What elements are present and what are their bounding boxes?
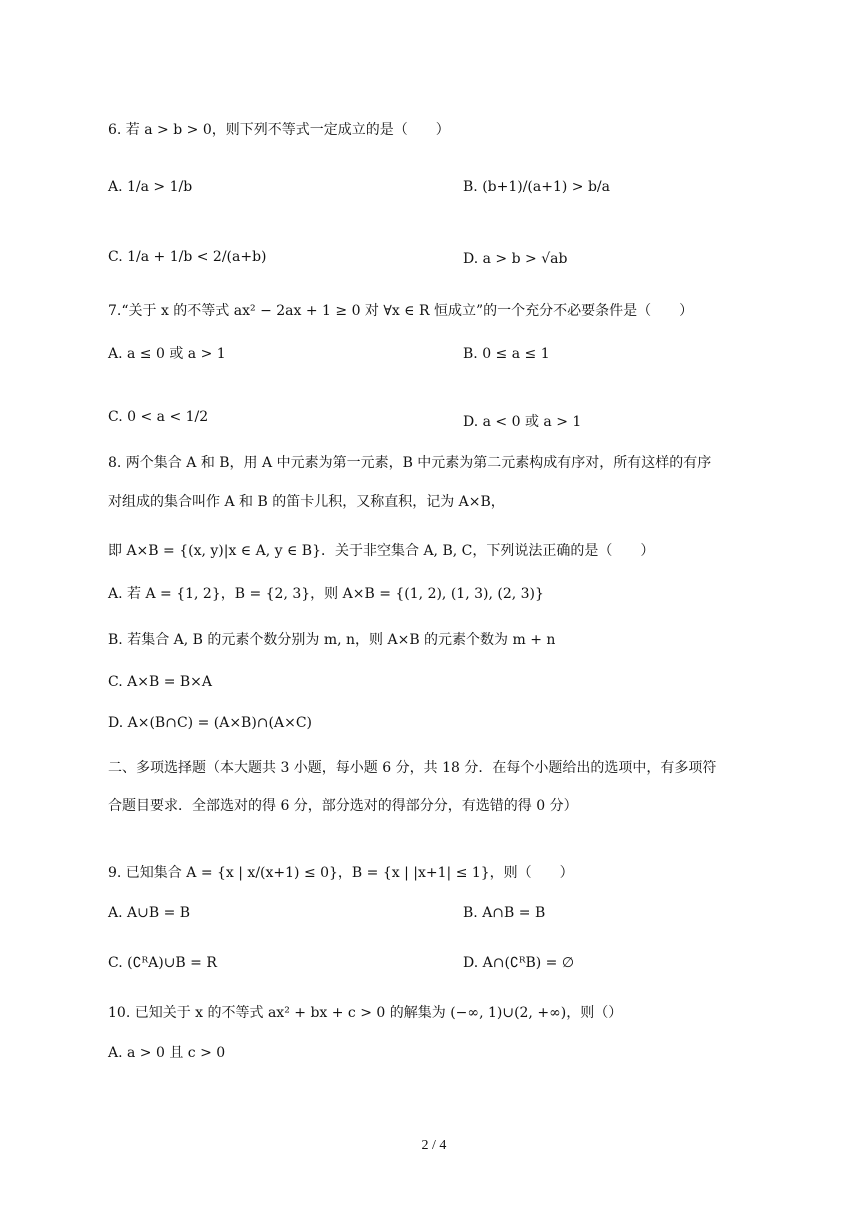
q8-option-a: A. 若 A = {1, 2}，B = {2, 3}，则 A×B = {(1, 2), (1, 3), (2, 3)} [108,586,544,602]
q7-option-a: A. a ≤ 0 或 a > 1 [108,346,226,362]
q8-stem-line2: 对组成的集合叫作 A 和 B 的笛卡儿积，又称直积，记为 A×B， [108,494,505,510]
q7-stem: 7.“关于 x 的不等式 ax² − 2ax + 1 ≥ 0 对 ∀x ∈ R 恒成立”的一个充分不必要条件是（ ） [108,303,694,319]
q9-option-d: D. A∩(∁ᴿB) = ∅ [463,955,575,971]
q7-option-b: B. 0 ≤ a ≤ 1 [463,346,550,362]
q9-stem: 9. 已知集合 A = {x | x/(x+1) ≤ 0}，B = {x | |x+1| ≤ 1}，则（ ） [108,865,574,881]
q8-stem-line1: 8. 两个集合 A 和 B，用 A 中元素为第一元素，B 中元素为第二元素构成有序对，所有这样的有序 [108,455,712,471]
q8-stem-line3: 即 A×B = {(x, y)|x ∈ A, y ∈ B}．关于非空集合 A, B, C，下列说法正确的是（ ） [108,543,655,559]
q10-stem: 10. 已知关于 x 的不等式 ax² + bx + c > 0 的解集为 (−∞, 1)∪(2, +∞)，则（） [108,1005,623,1021]
q9-option-b: B. A∩B = B [463,905,546,921]
q6-stem: 6. 若 a > b > 0，则下列不等式一定成立的是（ ） [108,122,450,138]
q6-option-c: C. 1/a + 1/b < 2/(a+b) [108,249,267,265]
q7-option-d: D. a < 0 或 a > 1 [463,414,582,430]
q9-option-a: A. A∪B = B [108,905,191,921]
q6-option-a: A. 1/a > 1/b [108,179,193,195]
section2-heading-line1: 二、多项选择题（本大题共 3 小题，每小题 6 分，共 18 分．在每个小题给出的选项中，有多项符 [108,760,717,776]
q6-option-d: D. a > b > √ab [463,251,568,267]
section2-heading-line2: 合题目要求．全部选对的得 6 分，部分选对的得部分分，有选错的得 0 分） [108,798,578,814]
q9-option-c: C. (∁ᴿA)∪B = R [108,955,217,971]
q8-option-c: C. A×B = B×A [108,674,213,690]
page-number: 2 / 4 [421,1138,447,1153]
q7-option-c: C. 0 < a < 1/2 [108,409,209,425]
q8-option-d: D. A×(B∩C) = (A×B)∩(A×C) [108,715,313,731]
q8-option-b: B. 若集合 A, B 的元素个数分别为 m, n，则 A×B 的元素个数为 m + n [108,632,556,648]
q6-option-b: B. (b+1)/(a+1) > b/a [463,179,610,195]
q10-option-a: A. a > 0 且 c > 0 [108,1045,226,1061]
